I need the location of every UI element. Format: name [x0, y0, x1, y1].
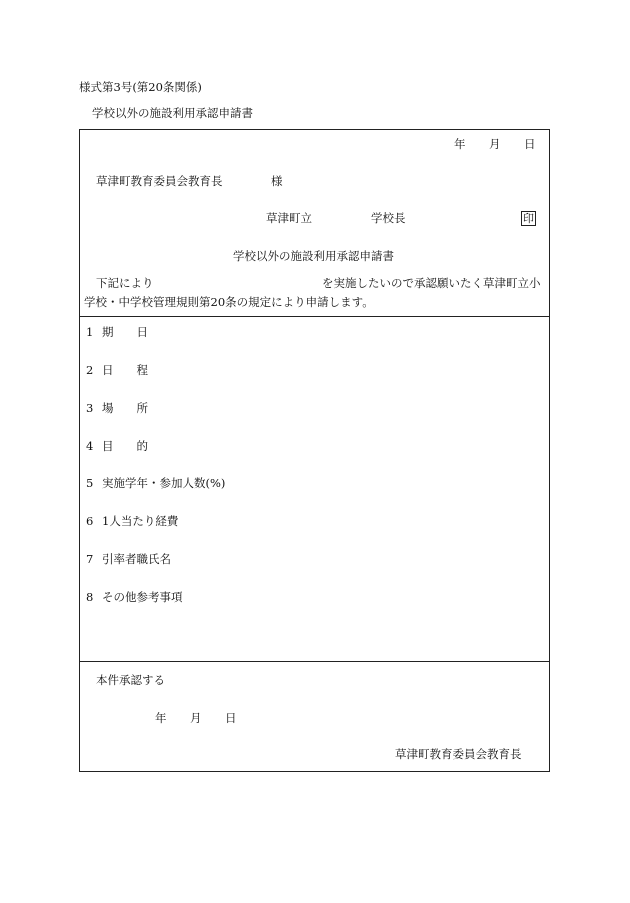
item-number: 2: [86, 363, 94, 377]
approval-date-month: 月: [190, 711, 202, 725]
form-title: 学校以外の施設利用承認申請書: [92, 106, 253, 120]
item-label: 1人当たり経費: [102, 514, 179, 528]
item-label: その他参考事項: [102, 590, 183, 604]
list-item: [86, 365, 148, 377]
item-label: 期 日: [102, 325, 148, 339]
date-day: 日: [524, 137, 536, 151]
list-item: [86, 478, 225, 490]
item-label: 場 所: [102, 401, 148, 415]
item-label: 実施学年・参加人数(%): [102, 476, 226, 490]
date-year: 年: [454, 137, 466, 151]
item-number: 4: [86, 439, 94, 453]
approval-signer: 草津町教育委員会教育長: [395, 747, 522, 761]
list-item: [86, 554, 171, 566]
list-item: [86, 441, 148, 453]
seal-label: 印: [523, 212, 534, 225]
list-item: [86, 516, 178, 528]
seal-mark: [521, 211, 536, 226]
list-item: [86, 592, 183, 604]
body-line1-a: 下記により: [96, 276, 154, 290]
approval-statement: 本件承認する: [96, 673, 165, 687]
approval-date-year: 年: [155, 711, 167, 725]
center-title: 学校以外の施設利用承認申請書: [233, 249, 394, 263]
divider-approval: [79, 661, 550, 662]
recipient-name: 草津町教育委員会教育長: [96, 174, 223, 188]
item-label: 日 程: [102, 363, 148, 377]
item-number: 8: [86, 590, 94, 604]
applicant-school-prefix: 草津町立: [266, 211, 312, 225]
item-number: 1: [86, 325, 94, 339]
form-number: 様式第3号(第20条関係): [79, 80, 202, 94]
body-line2: 学校・中学校管理規則第20条の規定により申請します。: [84, 295, 374, 309]
recipient-honorific: 様: [271, 174, 283, 188]
item-number: 7: [86, 552, 94, 566]
divider-body: [79, 316, 550, 317]
list-item: [86, 403, 148, 415]
item-number: 6: [86, 514, 94, 528]
approval-date-day: 日: [225, 711, 237, 725]
applicant-role: 学校長: [371, 211, 406, 225]
item-number: 3: [86, 401, 94, 415]
item-label: 目 的: [102, 439, 148, 453]
date-month: 月: [489, 137, 501, 151]
item-label: 引率者職氏名: [102, 552, 171, 566]
body-line1-b: を実施したいので承認願いたく草津町立小: [322, 276, 541, 290]
list-item: [86, 327, 148, 339]
item-number: 5: [86, 476, 94, 490]
